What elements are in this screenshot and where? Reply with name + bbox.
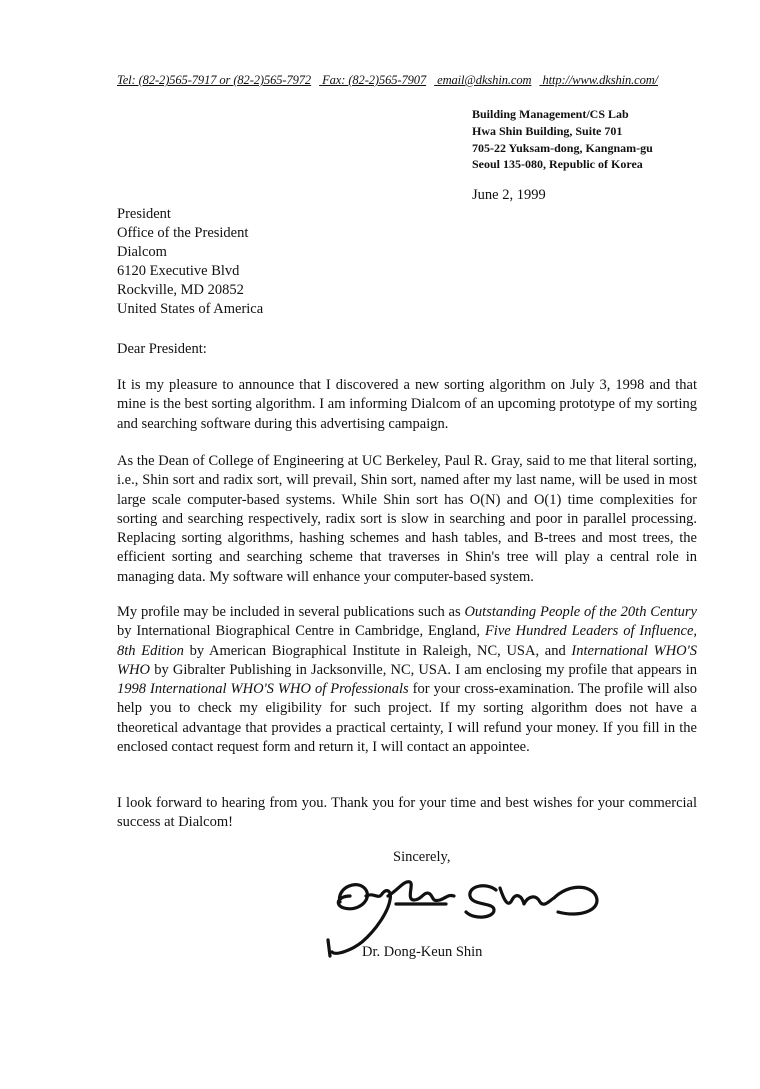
complimentary-close: Sincerely, xyxy=(393,849,451,865)
letter-date: June 2, 1999 xyxy=(472,187,546,203)
paragraph-text: My profile may be included in several publications such as xyxy=(117,604,465,620)
salutation: Dear President: xyxy=(117,341,207,357)
body-paragraph-sorting: As the Dean of College of Engineering at UC Berkeley, Paul R. Gray, said to me that literal sorting, i.e., Shin sort and radix sort, will prevail, Shin sort, named after my last name, will be used in most large scale computer-based systems. While Shin sort has O(N) and O(1) time complexities for sorting and searching respectively, radix sort is slow in searching and poor in parallel processing. Replacing sorting algorithms, hashing schemes and hash tables, and B-trees and most trees, the efficient sorting and searching scheme that traverses in Shin's tree will play a central role in managing data. My software will enhance your computer-based system. xyxy=(117,453,697,585)
recipient-address-line: Rockville, MD 20852 xyxy=(117,282,244,298)
recipient-address xyxy=(117,205,263,319)
sender-address-line: Building Management/CS Lab xyxy=(472,107,629,121)
sender-address xyxy=(472,106,653,173)
sender-address-line: Seoul 135-080, Republic of Korea xyxy=(472,157,643,172)
publication-title: 1998 International WHO'S WHO of Professionals xyxy=(117,681,409,698)
body-paragraph-closing: I look forward to hearing from you. Thank you for your time and best wishes for your commercial success at Dialcom! xyxy=(117,795,697,831)
recipient-address-line: President xyxy=(117,206,171,222)
publication-title: Five Hundred Leaders of Influence, 8th Edition xyxy=(117,623,698,659)
sender-address-line: Hwa Shin Building, Suite 701 xyxy=(472,123,623,138)
website-url: http://www.dkshin.com/ xyxy=(542,73,659,87)
body-paragraph-announcement: It is my pleasure to announce that I discovered a new sorting algorithm on July 3, 1998 and that mine is the best sorting algorithm. I am informing Dialcom of an upcoming prototype of my sorting and searching software during this advertising campaign. xyxy=(117,377,697,432)
letterhead-contact-line xyxy=(117,73,697,88)
fax-number: Fax: (82-2)565-7907 xyxy=(322,73,427,87)
signer-name: Dr. Dong-Keun Shin xyxy=(362,944,483,960)
paragraph-text: by Gibralter Publishing in Jacksonville, NC, USA. I am enclosing my profile that appears in xyxy=(150,661,697,678)
body-paragraph-profile xyxy=(117,603,697,757)
sender-address-line: 705-22 Yuksam-dong, Kangnam-gu xyxy=(472,140,653,155)
recipient-address-line: United States of America xyxy=(117,301,264,317)
paragraph-text: for your cross-examination. The profile will also help you to check my eligibility for such project. If my sorting algorithm does not have a theoretical advantage that provides a practical certainty, I will refund your money. If you fill in the enclosed contact request form and return it, I will contact an appointee. xyxy=(117,681,698,756)
paragraph-text: by International Biographical Centre in Cambridge, England, xyxy=(117,623,485,640)
phone-numbers: Tel: (82-2)565-7917 or (82-2)565-7972 xyxy=(117,73,312,87)
paragraph-text: by American Biographical Institute in Raleigh, NC, USA, and xyxy=(183,642,572,659)
publication-title: Outstanding People of the 20th Century xyxy=(464,604,697,620)
recipient-address-line: Office of the President xyxy=(117,225,249,241)
email-address: email@dkshin.com xyxy=(437,73,532,87)
recipient-address-line: Dialcom xyxy=(117,244,167,260)
recipient-address-line: 6120 Executive Blvd xyxy=(117,263,240,279)
publication-title: International WHO'S WHO xyxy=(117,642,697,678)
